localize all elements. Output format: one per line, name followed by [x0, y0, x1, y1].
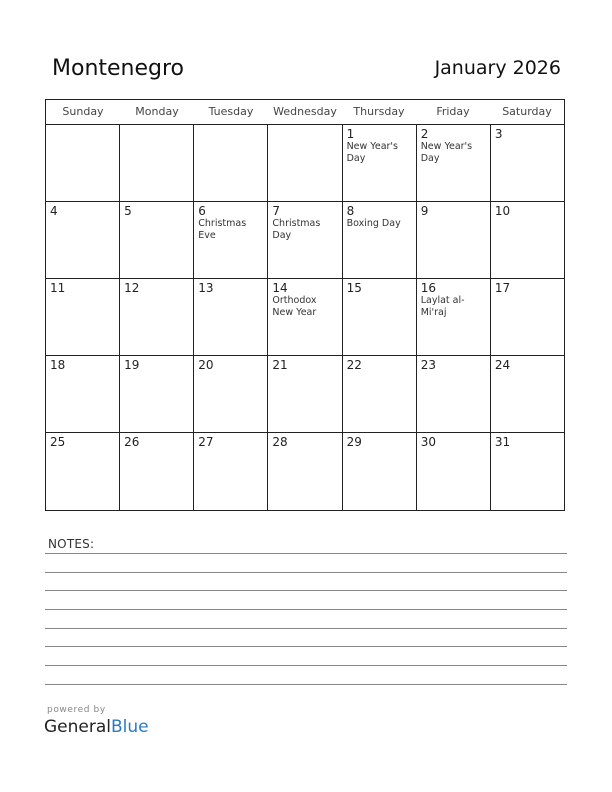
holiday-label: Boxing Day: [346, 218, 401, 229]
note-line: [45, 665, 567, 666]
day-cell-7: [268, 202, 342, 278]
day-number: 20: [198, 358, 214, 372]
day-cell-12: [120, 279, 194, 355]
generalblue-logo[interactable]: [44, 717, 149, 737]
brand-general-text: General: [44, 717, 111, 737]
day-cell-10: [491, 202, 564, 278]
day-cell-18: [46, 356, 120, 432]
holiday-label: New Year's Day: [346, 141, 398, 164]
day-number: 16: [420, 281, 436, 295]
day-cell-14: [268, 279, 342, 355]
weekday-friday: Friday: [436, 105, 470, 118]
day-cell-29: [343, 433, 417, 511]
day-cell-6: [194, 202, 268, 278]
weekday-saturday: Saturday: [502, 105, 552, 118]
weekday-header-row: [46, 100, 564, 125]
day-number: 1: [346, 127, 355, 141]
week-row: [46, 202, 564, 279]
day-cell-24: [491, 356, 564, 432]
day-cell-27: [194, 433, 268, 511]
weeks-container: [46, 125, 564, 511]
note-line: [45, 628, 567, 629]
day-cell-20: [194, 356, 268, 432]
day-number: 27: [198, 435, 214, 449]
day-cell-28: [268, 433, 342, 511]
day-number: 28: [272, 435, 288, 449]
weekday-sunday: Sunday: [62, 105, 104, 118]
notes-label: NOTES:: [48, 537, 95, 551]
day-cell-9: [417, 202, 491, 278]
day-number: 12: [124, 281, 140, 295]
weekday-tuesday: Tuesday: [208, 105, 254, 118]
day-cell-8: [343, 202, 417, 278]
weekday-wednesday: Wednesday: [273, 105, 337, 118]
day-number: 21: [272, 358, 288, 372]
note-line: [45, 646, 567, 647]
note-line: [45, 609, 567, 610]
day-cell-22: [343, 356, 417, 432]
day-cell-31: [491, 433, 564, 511]
country-title: Montenegro: [52, 56, 185, 81]
week-row: [46, 356, 564, 433]
day-number: 15: [346, 281, 362, 295]
day-cell-25: [46, 433, 120, 511]
day-number: 29: [346, 435, 362, 449]
day-number: 22: [346, 358, 362, 372]
holiday-label: Christmas Eve: [198, 218, 247, 241]
month-year-title: January 2026: [434, 57, 561, 79]
day-cell-4: [46, 202, 120, 278]
day-number: 18: [50, 358, 66, 372]
day-number: 4: [50, 204, 58, 218]
day-number: 19: [124, 358, 140, 372]
day-cell-26: [120, 433, 194, 511]
day-number: 11: [50, 281, 66, 295]
day-cell-5: [120, 202, 194, 278]
day-number: 9: [420, 204, 429, 218]
day-number: 31: [494, 435, 511, 449]
day-cell-11: [46, 279, 120, 355]
calendar-grid: [45, 99, 565, 511]
day-number: 13: [198, 281, 214, 295]
day-number: 23: [420, 358, 436, 372]
day-cell-2: [417, 125, 491, 201]
week-row: [46, 279, 564, 356]
day-cell-empty: [268, 125, 342, 201]
day-number: 5: [124, 204, 132, 218]
day-number: 6: [198, 204, 206, 218]
day-cell-empty: [120, 125, 194, 201]
day-number: 8: [346, 204, 355, 218]
day-cell-13: [194, 279, 268, 355]
day-number: 26: [124, 435, 140, 449]
day-cell-19: [120, 356, 194, 432]
day-number: 17: [494, 281, 511, 295]
weekday-thursday: Thursday: [353, 105, 405, 118]
note-line: [45, 590, 567, 591]
day-number: 25: [50, 435, 66, 449]
day-cell-1: [343, 125, 417, 201]
day-cell-16: [417, 279, 491, 355]
day-cell-21: [268, 356, 342, 432]
day-number: 10: [494, 204, 511, 218]
day-number: 3: [494, 127, 503, 141]
day-number: 2: [420, 127, 429, 141]
week-row: [46, 125, 564, 202]
day-cell-30: [417, 433, 491, 511]
week-row: [46, 433, 564, 511]
holiday-label: New Year's Day: [420, 141, 473, 164]
brand-blue-text: Blue: [111, 717, 149, 737]
holiday-label: Christmas Day: [272, 218, 321, 241]
powered-by-text: powered by: [47, 705, 106, 715]
day-cell-17: [491, 279, 564, 355]
day-cell-23: [417, 356, 491, 432]
note-line: [45, 553, 567, 554]
day-number: 30: [420, 435, 436, 449]
day-number: 24: [494, 358, 511, 372]
note-line: [45, 572, 567, 573]
day-cell-empty: [194, 125, 268, 201]
day-cell-3: [491, 125, 564, 201]
day-number: 7: [272, 204, 281, 218]
holiday-label: Laylat al-Mi'raj: [420, 295, 465, 318]
note-line: [45, 684, 567, 685]
holiday-label: Orthodox New Year: [272, 295, 317, 318]
weekday-monday: Monday: [135, 105, 179, 118]
day-cell-15: [343, 279, 417, 355]
day-cell-empty: [46, 125, 120, 201]
day-number: 14: [272, 281, 288, 295]
